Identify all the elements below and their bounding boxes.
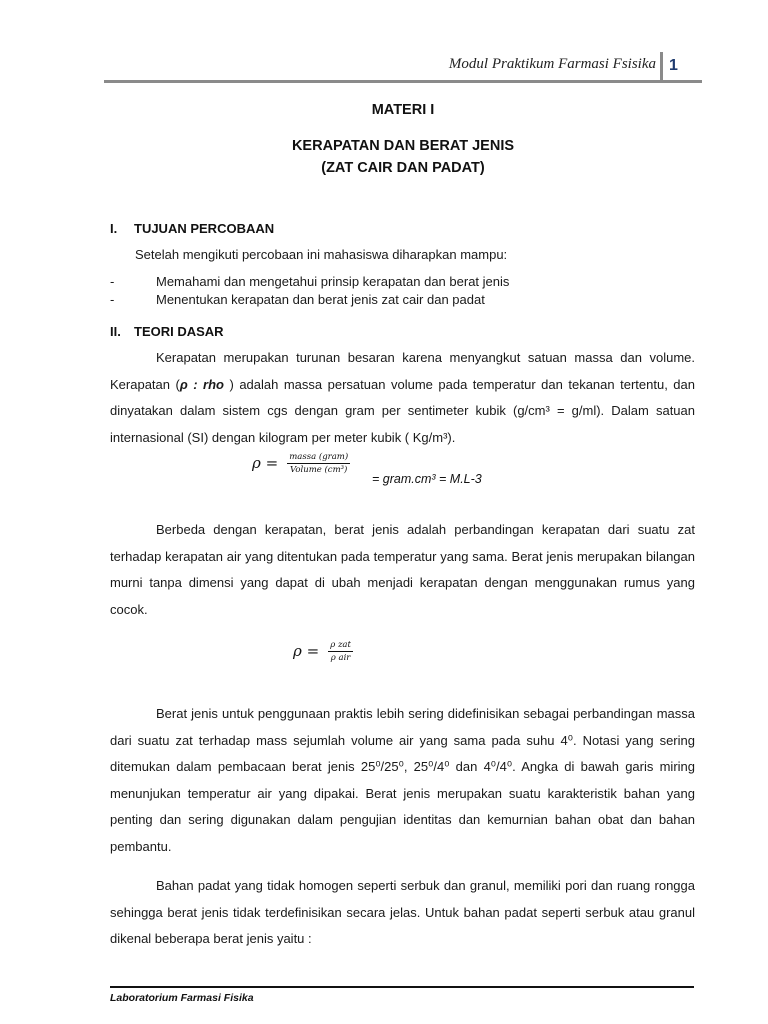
paragraph-berat-jenis — [110, 517, 695, 623]
header-divider-vertical — [660, 52, 663, 82]
list-dash: - — [110, 292, 115, 307]
paragraph-bahan-padat — [110, 873, 695, 953]
specific-gravity-formula — [293, 640, 353, 663]
formula-fraction — [287, 452, 350, 475]
section-heading-tujuan — [110, 221, 274, 236]
formula-numerator: ρ zat — [330, 640, 351, 650]
paragraph-text: Kerapatan merupakan turunan besaran karena menyangkut satuan massa dan volume. Kerapatan ( — [110, 350, 695, 392]
list-item-text: Menentukan kerapatan dan berat jenis zat cair dan padat — [156, 292, 485, 307]
section-intro: Setelah mengikuti percobaan ini mahasiswa diharapkan mampu: — [135, 247, 508, 262]
paragraph-text: Berbeda dengan kerapatan, berat jenis adalah perbandingan kerapatan dari suatu zat terhadap kerapatan air yang ditentukan pada temperatur yang sama. Berat jenis merupakan bilangan murni tanpa dimensi yang dapat di ubah menjadi kerapatan dengan menggunakan rumus yang cocok. — [110, 522, 695, 617]
footer-text: Laboratorium Farmasi Fisika — [110, 992, 254, 1004]
main-title: KERAPATAN DAN BERAT JENIS — [291, 138, 515, 154]
density-formula — [252, 452, 350, 475]
formula-lhs: ρ = — [252, 454, 279, 472]
running-header-title: Modul Praktikum Farmasi Fsisika — [448, 56, 656, 72]
sub-title: (ZAT CAIR DAN PADAT) — [321, 160, 485, 176]
paragraph-text: Bahan padat yang tidak homogen seperti serbuk dan granul, memiliki pori dan ruang rongga sehingga berat jenis tidak terdefinisikan secara jelas. Untuk bahan padat seperti serbuk atau granul dikenal beberapa berat jenis yaitu : — [110, 878, 695, 946]
paragraph-kerapatan — [110, 345, 695, 451]
formula-units: = gram.cm³ = M.L-3 — [372, 472, 482, 486]
section-heading-text: TUJUAN PERCOBAAN — [134, 221, 275, 236]
header-rule — [104, 80, 702, 83]
formula-denominator: Volume (cm³) — [290, 465, 348, 475]
footer-rule — [110, 986, 694, 988]
list-item-text: Memahami dan mengetahui prinsip kerapatan dan berat jenis — [156, 274, 510, 289]
formula-denominator: ρ air — [330, 653, 351, 663]
section-number: II. — [110, 324, 121, 339]
list-dash: - — [110, 274, 115, 289]
section-heading-text: TEORI DASAR — [134, 324, 224, 339]
section-heading-teori — [110, 324, 224, 339]
chapter-title: MATERI I — [371, 102, 435, 118]
formula-numerator: massa (gram) — [289, 452, 349, 462]
list-item — [110, 274, 509, 289]
paragraph-berat-jenis-praktis — [110, 701, 695, 860]
list-item — [110, 292, 485, 307]
formula-fraction — [328, 640, 353, 663]
formula-lhs: ρ = — [293, 642, 320, 660]
rho-notation: ρ : rho — [179, 376, 224, 392]
section-number: I. — [110, 221, 118, 236]
page-number: 1 — [669, 57, 678, 74]
paragraph-text: Berat jenis untuk penggunaan praktis lebih sering didefinisikan sebagai perbandingan massa dari suatu zat terhadap mass sejumlah volume air yang sama pada suhu 4⁰. Notasi yang sering ditemukan dalam pembacaan berat jenis 25⁰/25⁰, 25⁰/4⁰ dan 4⁰/4⁰. Angka di bawah garis miring menunjukan temperatur air yang dipakai. Berat jenis merupakan suatu karakteristik bahan yang penting dan sering digunakan dalam pengujian identitas dan kemurnian bahan obat dan bahan pembantu. — [110, 706, 695, 854]
paragraph-text: ) adalah massa persatuan volume pada temperatur dan tekanan tertentu, dan dinyatakan dalam sistem cgs dengan gram per sentimeter kubik (g/cm³ = g/ml). Dalam satuan internasional (SI) dengan kilogram per meter kubik ( Kg/m³). — [110, 376, 696, 445]
